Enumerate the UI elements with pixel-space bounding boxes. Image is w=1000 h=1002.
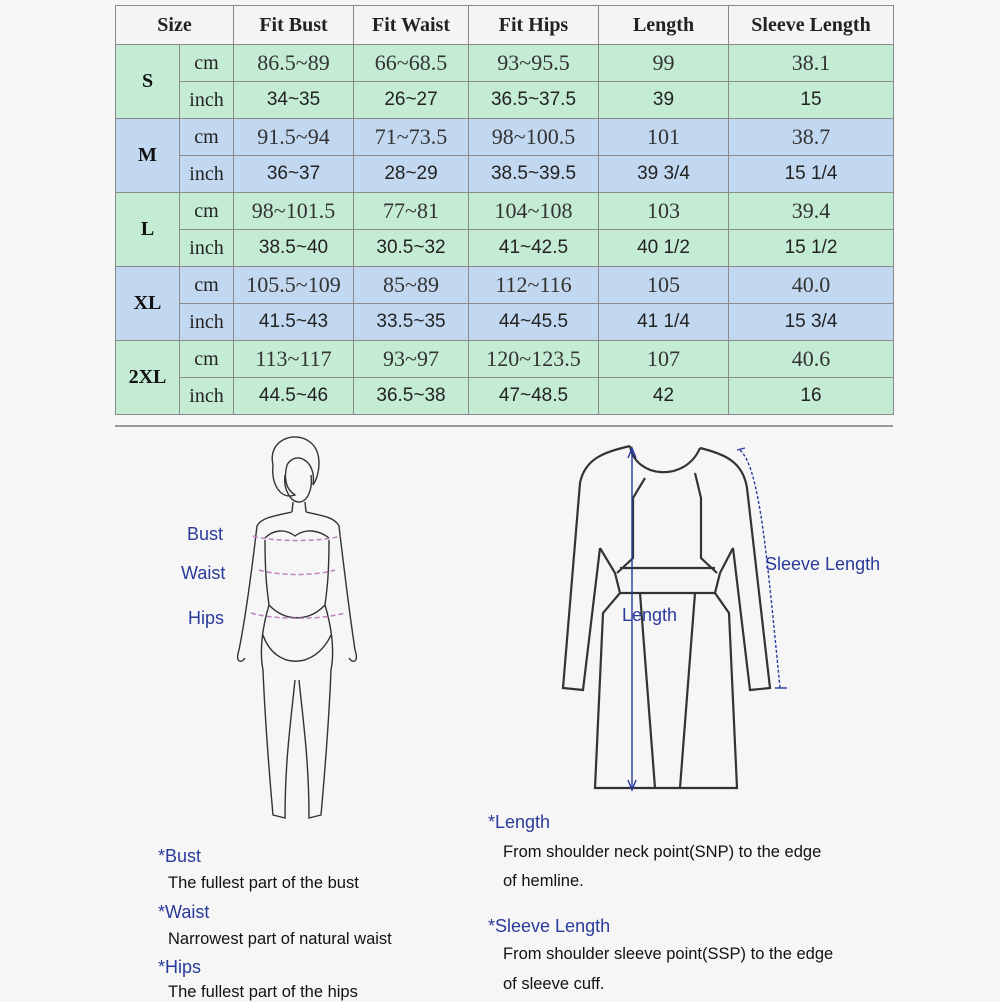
note-sleeve-title: *Sleeve Length: [488, 916, 611, 936]
note-bust-text: The fullest part of the bust: [168, 874, 359, 892]
unit-cm: cm: [180, 193, 234, 230]
table-cell: 34~35: [234, 82, 354, 119]
table-cell: 36~37: [234, 156, 354, 193]
note-bust-title: *Bust: [158, 846, 202, 866]
table-cell: 39: [599, 82, 729, 119]
table-cell: 98~100.5: [469, 119, 599, 156]
table-row: [116, 82, 894, 119]
table-cell: 41 1/4: [599, 304, 729, 341]
table-cell: 26~27: [354, 82, 469, 119]
header-length: Length: [599, 6, 729, 45]
table-cell: 44~45.5: [469, 304, 599, 341]
label-hips: Hips: [188, 608, 225, 628]
table-cell: 42: [599, 378, 729, 415]
table-cell: 85~89: [354, 267, 469, 304]
table-cell: 15 1/2: [729, 230, 894, 267]
unit-inch: inch: [180, 156, 234, 193]
table-cell: 30.5~32: [354, 230, 469, 267]
table-cell: 99: [599, 45, 729, 82]
table-cell: 40.6: [729, 341, 894, 378]
body-figure: [225, 430, 365, 830]
unit-cm: cm: [180, 119, 234, 156]
table-cell: 71~73.5: [354, 119, 469, 156]
table-cell: 36.5~38: [354, 378, 469, 415]
table-cell: 39 3/4: [599, 156, 729, 193]
table-cell: 16: [729, 378, 894, 415]
table-cell: 112~116: [469, 267, 599, 304]
table-row: [116, 230, 894, 267]
dress-figure: [555, 438, 815, 808]
table-cell: 98~101.5: [234, 193, 354, 230]
table-cell: 93~97: [354, 341, 469, 378]
table-cell: 41~42.5: [469, 230, 599, 267]
unit-inch: inch: [180, 378, 234, 415]
table-cell: 15 3/4: [729, 304, 894, 341]
table-cell: 105.5~109: [234, 267, 354, 304]
table-row: [116, 45, 894, 82]
header-fit-bust: Fit Bust: [234, 6, 354, 45]
header-fit-hips: Fit Hips: [469, 6, 599, 45]
table-cell: 38.1: [729, 45, 894, 82]
table-cell: 15 1/4: [729, 156, 894, 193]
table-cell: 47~48.5: [469, 378, 599, 415]
table-cell: 93~95.5: [469, 45, 599, 82]
table-header-row: [116, 6, 894, 45]
note-waist-text: Narrowest part of natural waist: [168, 930, 392, 948]
table-cell: 38.7: [729, 119, 894, 156]
label-bust: Bust: [187, 524, 224, 544]
table-cell: 39.4: [729, 193, 894, 230]
note-length-text-1: From shoulder neck point(SNP) to the edge: [503, 843, 822, 861]
table-row: [116, 378, 894, 415]
table-cell: 44.5~46: [234, 378, 354, 415]
size-label: XL: [116, 267, 180, 341]
table-cell: 28~29: [354, 156, 469, 193]
table-cell: 91.5~94: [234, 119, 354, 156]
table-row: [116, 267, 894, 304]
size-label: L: [116, 193, 180, 267]
label-waist: Waist: [181, 563, 226, 583]
unit-cm: cm: [180, 267, 234, 304]
table-cell: 38.5~40: [234, 230, 354, 267]
table-cell: 104~108: [469, 193, 599, 230]
header-sleeve-length: Sleeve Length: [729, 6, 894, 45]
table-cell: 33.5~35: [354, 304, 469, 341]
table-cell: 38.5~39.5: [469, 156, 599, 193]
table-row: [116, 341, 894, 378]
label-sleeve-length: Sleeve Length: [765, 554, 881, 574]
note-hips-text: The fullest part of the hips: [168, 983, 358, 1001]
table-cell: 105: [599, 267, 729, 304]
table-cell: 40.0: [729, 267, 894, 304]
size-label: S: [116, 45, 180, 119]
unit-inch: inch: [180, 230, 234, 267]
table-cell: 36.5~37.5: [469, 82, 599, 119]
size-label: M: [116, 119, 180, 193]
table-cell: 41.5~43: [234, 304, 354, 341]
note-hips-title: *Hips: [158, 957, 202, 977]
unit-cm: cm: [180, 45, 234, 82]
label-length: Length: [622, 605, 678, 625]
table-cell: 66~68.5: [354, 45, 469, 82]
table-cell: 86.5~89: [234, 45, 354, 82]
table-row: [116, 119, 894, 156]
unit-inch: inch: [180, 82, 234, 119]
table-bottom-divider: [115, 425, 893, 427]
note-length-text-2: of hemline.: [503, 872, 584, 890]
table-cell: 120~123.5: [469, 341, 599, 378]
size-label: 2XL: [116, 341, 180, 415]
note-sleeve-text-1: From shoulder sleeve point(SSP) to the edge: [503, 945, 834, 963]
header-fit-waist: Fit Waist: [354, 6, 469, 45]
table-cell: 113~117: [234, 341, 354, 378]
table-row: [116, 193, 894, 230]
table-cell: 103: [599, 193, 729, 230]
table-row: [116, 156, 894, 193]
size-chart-table: [115, 5, 894, 415]
unit-inch: inch: [180, 304, 234, 341]
note-sleeve-text-2: of sleeve cuff.: [503, 975, 605, 993]
table-cell: 101: [599, 119, 729, 156]
note-length-title: *Length: [488, 812, 551, 832]
table-cell: 15: [729, 82, 894, 119]
header-size: Size: [116, 6, 234, 45]
table-row: [116, 304, 894, 341]
table-cell: 40 1/2: [599, 230, 729, 267]
note-waist-title: *Waist: [158, 902, 210, 922]
table-cell: 77~81: [354, 193, 469, 230]
table-cell: 107: [599, 341, 729, 378]
unit-cm: cm: [180, 341, 234, 378]
